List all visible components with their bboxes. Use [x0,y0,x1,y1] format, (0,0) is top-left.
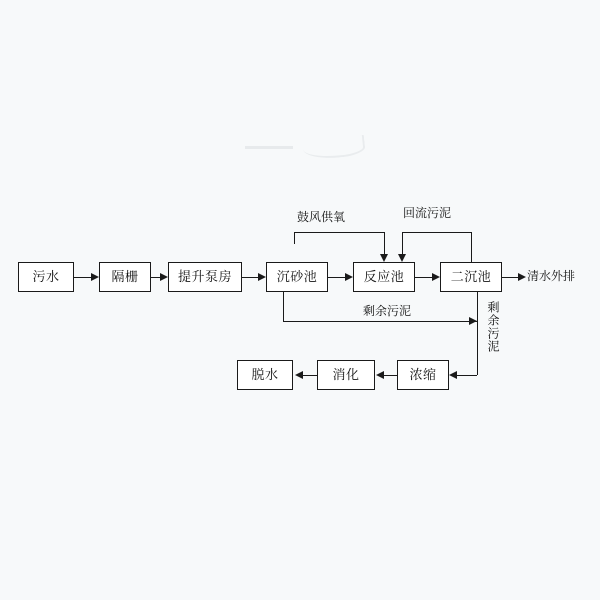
connector-grille-pump [151,277,160,278]
connector-blower-to-reaction [384,232,385,254]
node-digestion: 消化 [317,360,375,390]
connector-digestion-dewatering [303,375,317,376]
label-excess-sludge: 剩余污泥 [363,304,412,318]
node-dewatering: 脱水 [237,360,293,390]
arrowhead-into-digestion [376,371,384,379]
connector-thickening-digestion [384,375,397,376]
connector-grit-reaction [328,277,345,278]
connector-pump-grit [242,277,258,278]
arrowhead-into-thickening [449,371,457,379]
node-pump-house: 提升泵房 [168,262,242,292]
connector-return-sludge-top [402,232,472,233]
label-blower-oxygen: 鼓风供氧 [297,210,346,224]
watermark [245,138,365,162]
connector-secondary-down-to-thickening [477,292,478,375]
arrowhead-to-reaction-tank [345,273,353,281]
connector-reaction-secondary [415,277,432,278]
node-reaction-tank: 反应池 [353,262,415,292]
arrowhead-excess-sludge-right [469,317,477,325]
arrowhead-to-secondary-settling [432,273,440,281]
connector-into-thickening [457,375,477,376]
node-grit-chamber: 沉砂池 [266,262,328,292]
label-clear-water-out: 清水外排 [527,269,576,283]
connector-wastewater-grille [74,277,91,278]
label-return-sludge: 回流污泥 [403,206,452,220]
arrowhead-to-grille [91,273,99,281]
arrowhead-blower-into-reaction [380,254,388,262]
arrowhead-into-dewatering [295,371,303,379]
connector-excess-sludge-main [283,321,477,322]
connector-blower-header [294,232,384,233]
watermark-swoosh [302,135,366,161]
arrowhead-to-grit-chamber [258,273,266,281]
connector-return-sludge-drop [402,232,403,254]
label-excess-sludge-vertical: 剩余污泥 [486,301,500,353]
arrowhead-clear-water-out [518,273,526,281]
arrowhead-to-pump-house [160,273,168,281]
watermark-bar [245,146,293,149]
node-grille: 隔栅 [99,262,151,292]
arrowhead-return-sludge-into-reaction [398,254,406,262]
connector-blower-left-drop [294,232,295,244]
node-secondary-settling: 二沉池 [440,262,502,292]
node-thickening: 浓缩 [397,360,449,390]
node-wastewater: 污水 [18,262,74,292]
connector-grit-down [283,292,284,321]
connector-secondary-outlet [502,277,518,278]
connector-return-sludge-riser [471,232,472,262]
